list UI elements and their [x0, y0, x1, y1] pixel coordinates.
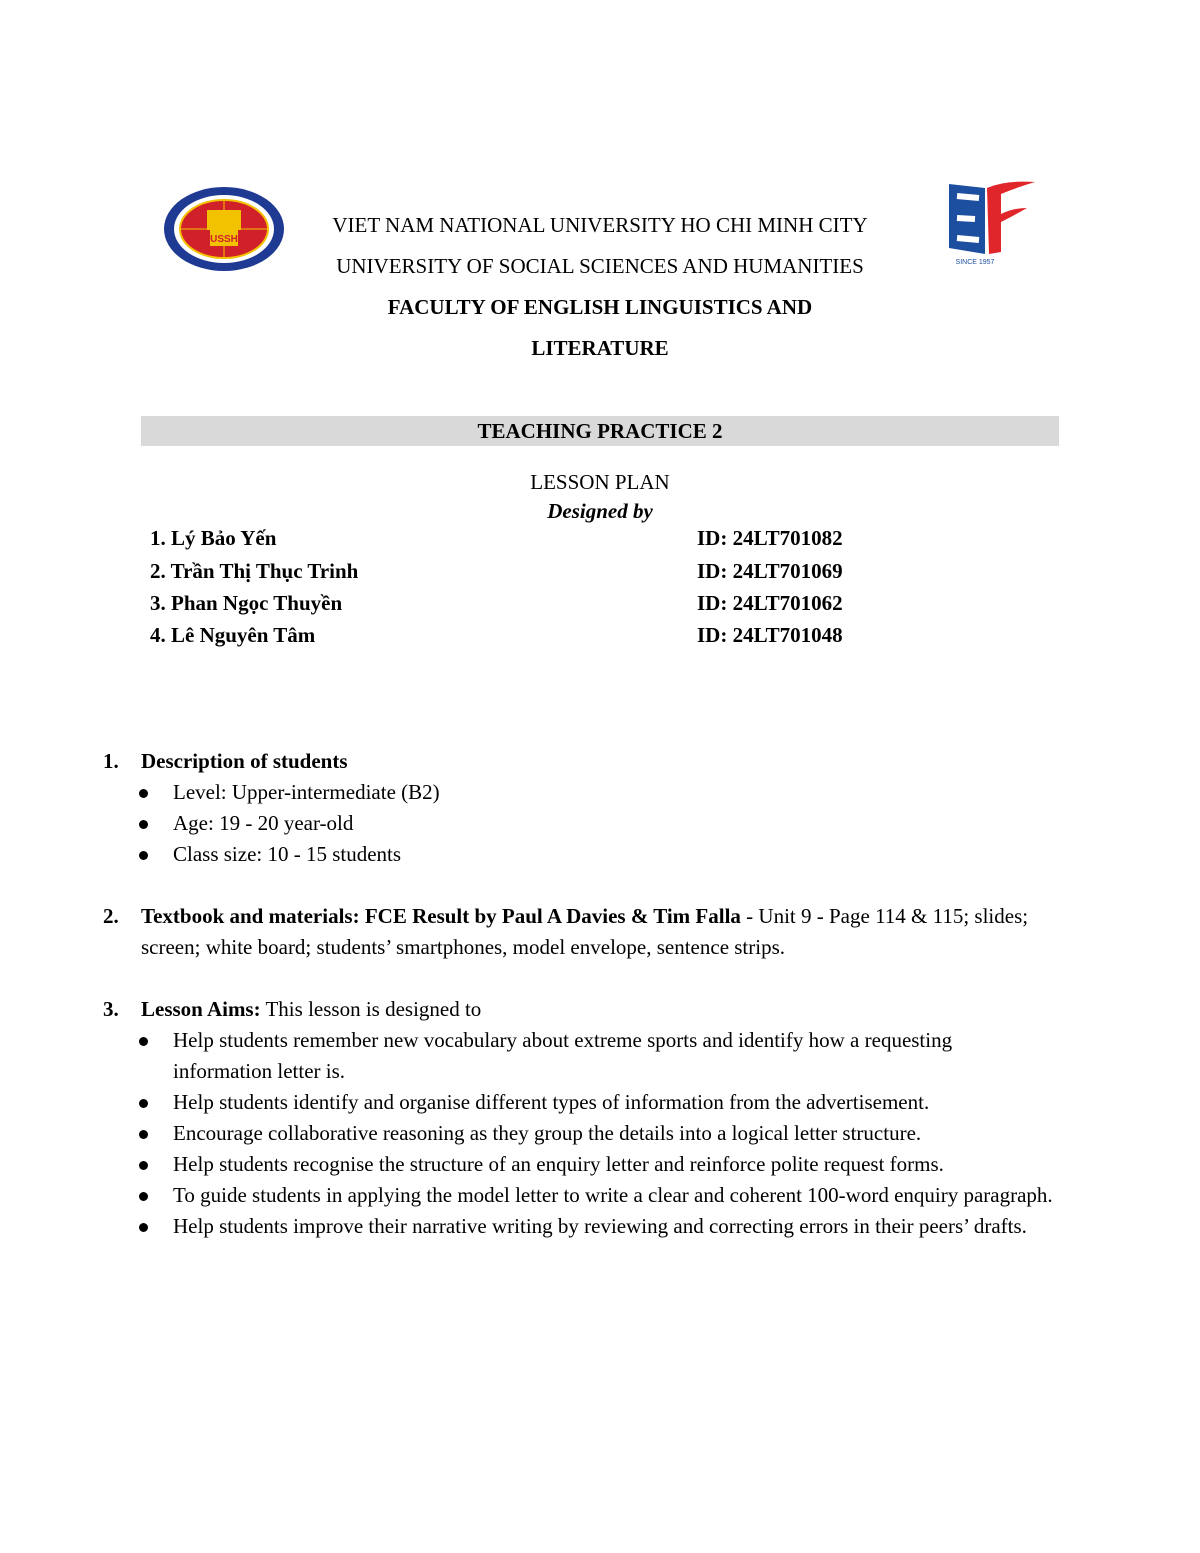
member-name: 3. Phan Ngọc Thuyền [150, 591, 343, 615]
member-name: 4. Lê Nguyên Tâm [150, 623, 316, 647]
list-item: Help students identify and organise different types of information from the advertisement. [103, 1087, 1053, 1118]
section-description-of-students [103, 746, 1063, 870]
lesson-aims-list [103, 1025, 1063, 1242]
list-item: Level: Upper-intermediate (B2) [103, 777, 1063, 808]
list-item: Class size: 10 - 15 students [103, 839, 1063, 870]
teaching-practice-banner: TEACHING PRACTICE 2 [141, 416, 1059, 446]
list-item: To guide students in applying the model letter to write a clear and coherent 100-word enquiry paragraph. [103, 1180, 1053, 1211]
header-faculty-cont: LITERATURE [531, 336, 669, 360]
designed-by: Designed by [547, 499, 653, 523]
header-university: VIET NAM NATIONAL UNIVERSITY HO CHI MINH CITY [332, 213, 868, 237]
textbook-title: FCE Result by Paul A Davies & Tim Falla [364, 904, 741, 928]
logo-right-text: SINCE 1957 [955, 259, 995, 266]
list-item: Encourage collaborative reasoning as they group the details into a logical letter structure. [103, 1118, 1053, 1149]
section-number: 2. [103, 904, 119, 928]
section-lesson-aims [103, 994, 1063, 1242]
section-number: 1. [103, 749, 119, 773]
member-name: 2. Trần Thị Thục Trinh [150, 559, 359, 583]
section-title: Textbook and materials: [141, 904, 360, 928]
header-school: UNIVERSITY OF SOCIAL SCIENCES AND HUMANITIES [336, 254, 864, 278]
section-title: Description of students [141, 749, 348, 773]
student-description-list [103, 777, 1063, 870]
member-id: ID: 24LT701062 [697, 591, 843, 615]
lesson-plan-title: LESSON PLAN [530, 470, 670, 494]
member-id: ID: 24LT701048 [697, 623, 843, 647]
header-faculty: FACULTY OF ENGLISH LINGUISTICS AND [387, 295, 813, 319]
section-title: Lesson Aims: [141, 997, 261, 1021]
list-item: Age: 19 - 20 year-old [103, 808, 1063, 839]
section-number: 3. [103, 997, 119, 1021]
member-id: ID: 24LT701082 [697, 526, 843, 550]
list-item: Help students improve their narrative writing by reviewing and correcting errors in their peers’ drafts. [103, 1211, 1053, 1242]
logo-left-text: USSH [210, 234, 238, 245]
section-textbook-materials [103, 901, 1063, 963]
member-id: ID: 24LT701069 [697, 559, 843, 583]
list-item: Help students remember new vocabulary about extreme sports and identify how a requesting information letter is. [103, 1025, 1053, 1087]
member-name: 1. Lý Bảo Yến [150, 526, 277, 550]
materials-text: - Unit 9 - Page 114 & 115; slides; screen; white board; students’ smartphones, model envelope, sentence strips. [141, 904, 1029, 959]
list-item: Help students recognise the structure of an enquiry letter and reinforce polite request forms. [103, 1149, 1053, 1180]
aims-intro: This lesson is designed to [260, 997, 482, 1021]
